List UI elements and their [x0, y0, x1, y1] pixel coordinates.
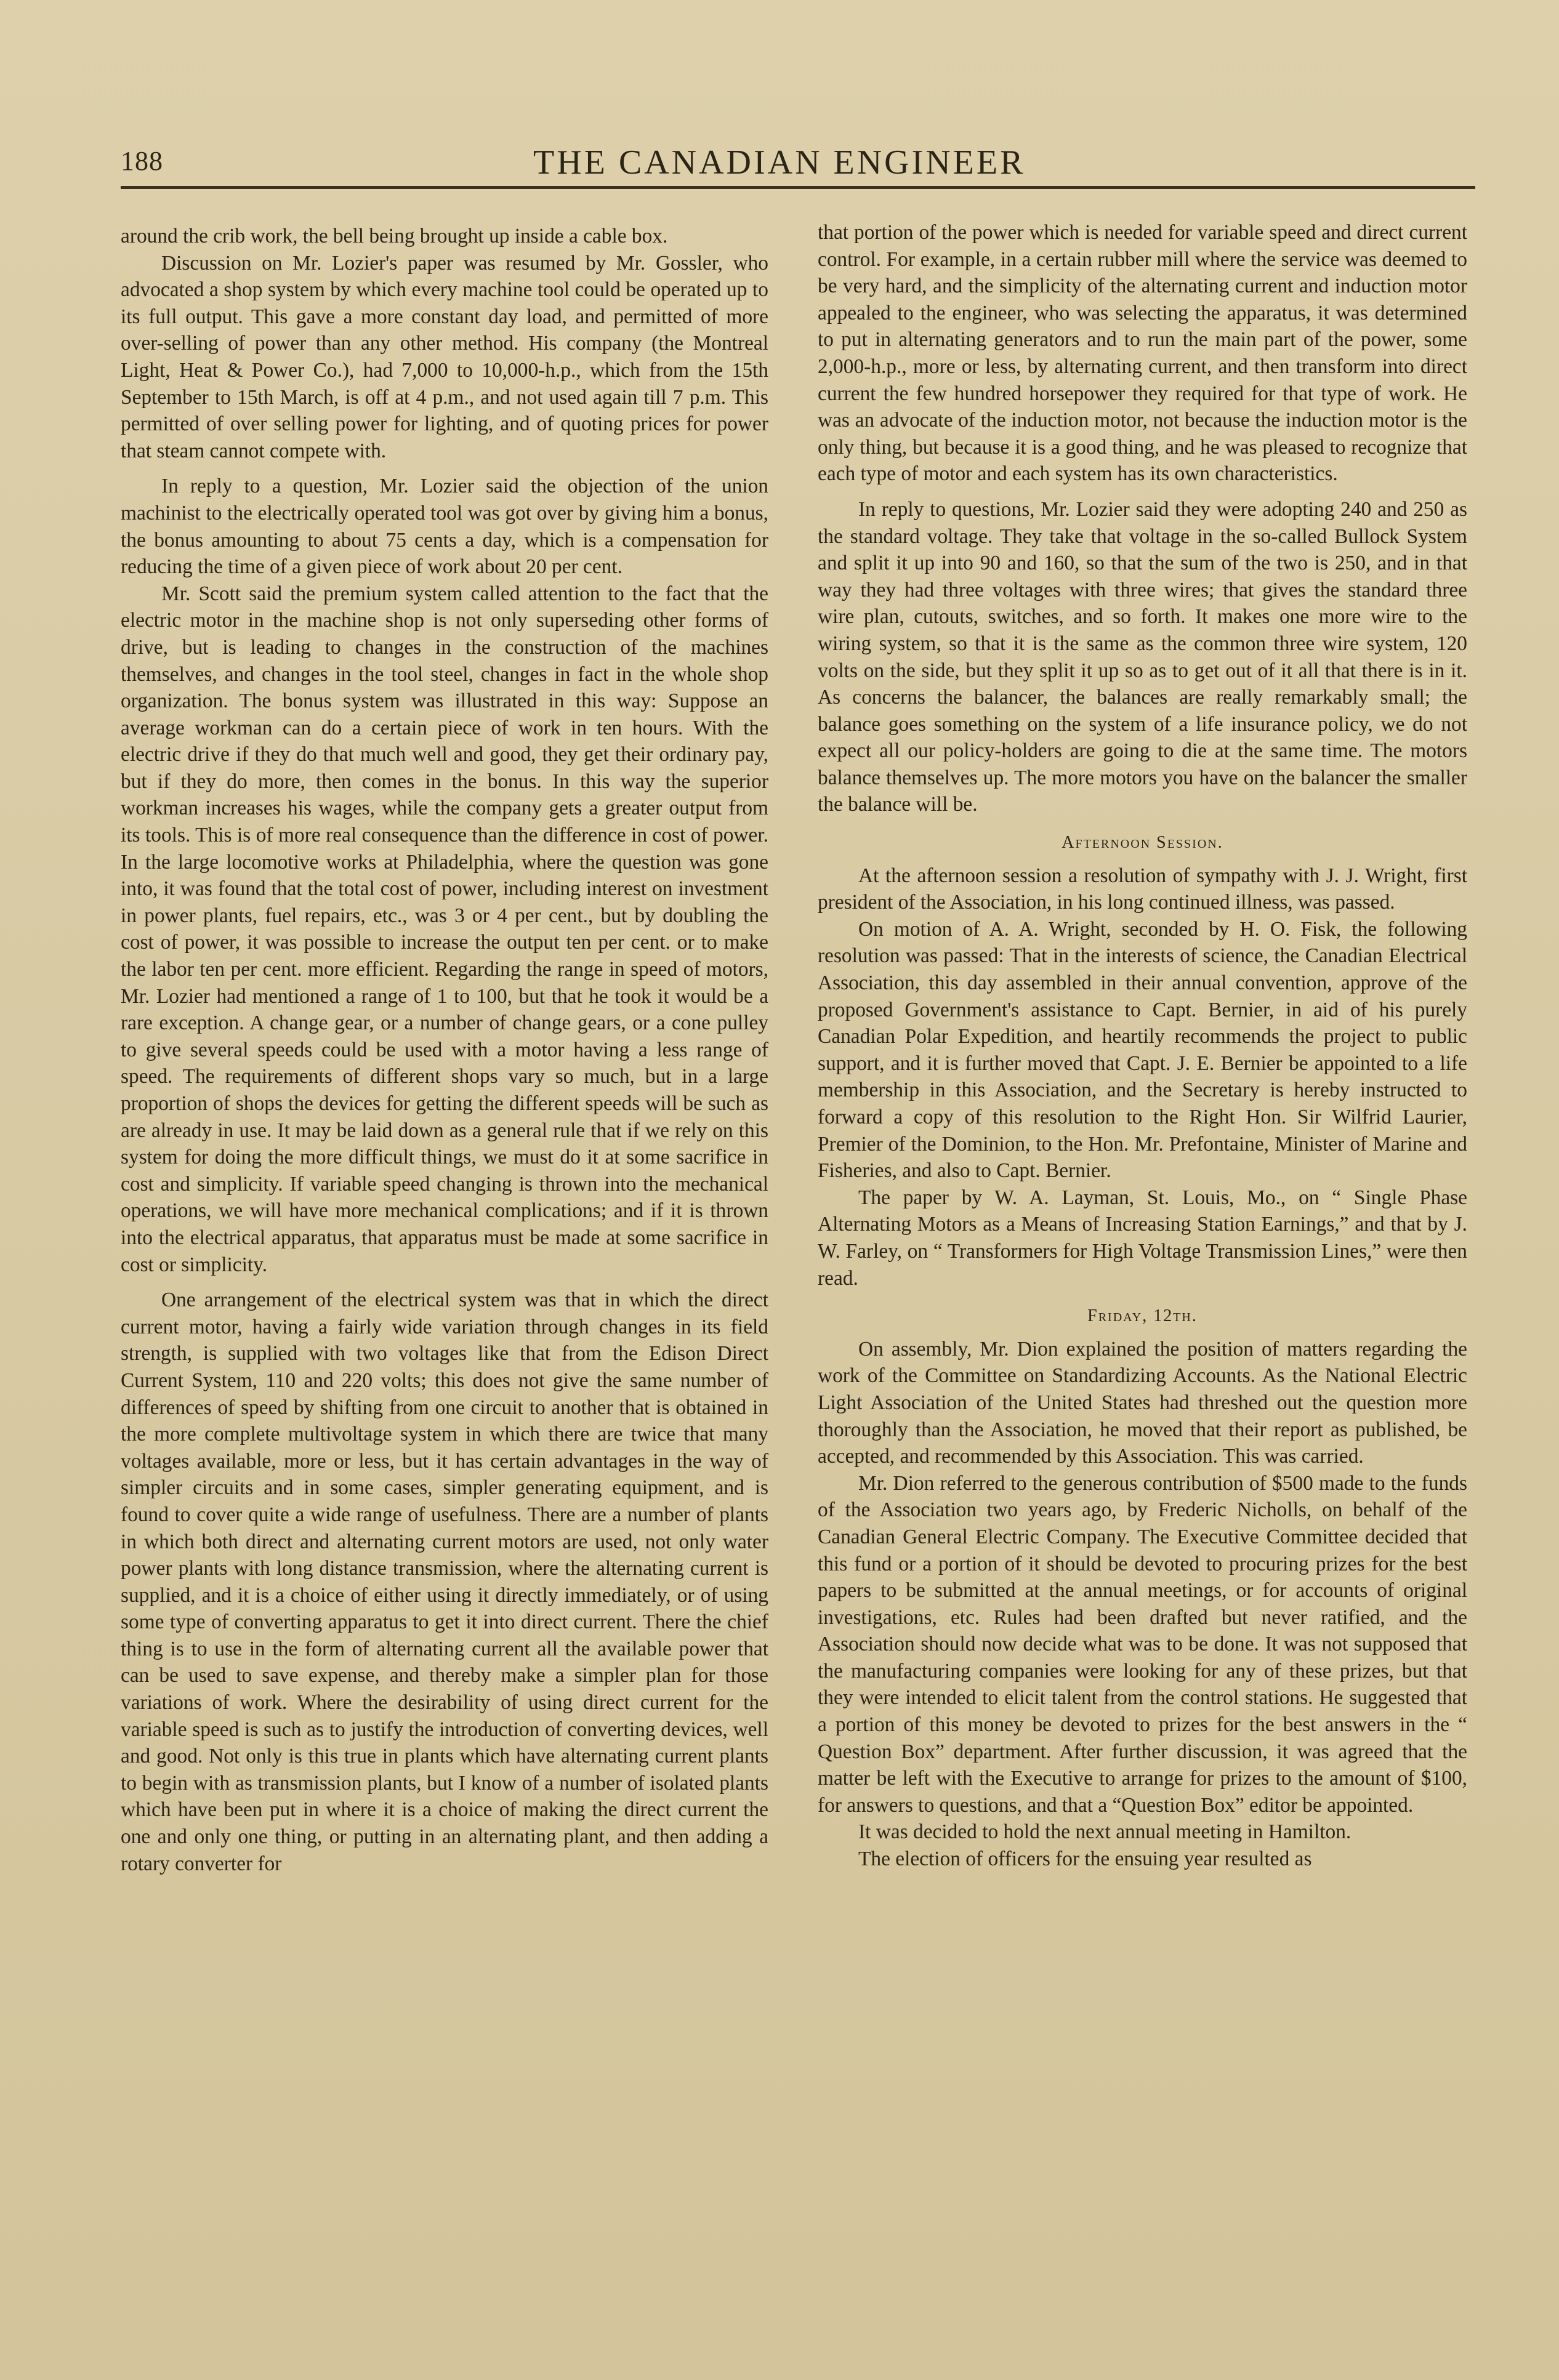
paragraph: The paper by W. A. Layman, St. Louis, Mo., on “ Single Phase Alternating Motors as a Means of Increasing Station Earnings,” and that by J. W. Farley, on “ Transformers for High Voltage Transmission Lines,” were then read. — [818, 1186, 1467, 1290]
paragraph: Mr. Dion referred to the generous contribution of $500 made to the funds of the Association two years ago, by Frederic Nicholls, on behalf of the Canadian General Electric Company. The Executive Committee decided that this fund or a portion of it should be devoted to procuring prizes for the best papers to be submitted at the annual meetings, or for accounts of original investigations, etc. Rules had been drafted but never ratified, and the Association should now decide what was to be done. It was not supposed that the manufacturing companies were looking for any of these prizes, but that they were intended to elicit talent from the control stations. He suggested that a portion of this money be devoted to prizes for the best answers in the “ Question Box” department. After further discussion, it was agreed that the matter be left with the Executive to arrange for prizes to the amount of $100, for answers to questions, and that a “Question Box” editor be appointed. — [818, 1471, 1467, 1817]
paragraph: At the afternoon session a resolution of sympathy with J. J. Wright, first president of the Association, in his long continued illness, was passed. — [818, 864, 1467, 914]
section-heading-afternoon: Afternoon Session. — [1061, 833, 1223, 853]
running-title: THE CANADIAN ENGINEER — [533, 143, 1026, 182]
page-header — [121, 140, 1475, 185]
paragraph: One arrangement of the electrical system was that in which the direct current motor, having a fairly wide variation through changes in its field strength, is supplied with two voltages like that from the Edison Direct Current System, 110 and 220 volts; this does not give the same number of differences of speed by shifting from one circuit to another that is obtained in the more complete multivoltage system in which there are twice that many voltages available, more or less, but it has certain advantages in the way of simpler circuits and in some cases, simpler generating equipment, and is found to cover quite a wide range of usefulness. There are a number of plants in which both direct and alternating current motors are used, not only water power plants with long distance transmission, where the alternating current is supplied, and it is a choice of either using it directly immediately, or of using some type of converting apparatus to get it into direct current. There the chief thing is to use in the form of alternating current all the available power that can be used to save expense, and thereby make a simpler plan for those variations of work. Where the desirability of using direct current for the variable speed is such as to justify the introduction of converting devices, well and good. Not only is this true in plants which have alternating current plants to begin with as transmission plants, but I know of a number of isolated plants which have been put in where it is a choice of making the direct current the one and only one thing, or putting in an alternating plant, and then adding a rotary converter for — [121, 1288, 768, 1875]
paragraph: Mr. Scott said the premium system called attention to the fact that the electric motor in the machine shop is not only superseding other forms of drive, but is leading to changes in the construction of the machines themselves, and changes in the tool steel, changes in fact in the whole shop organization. The bonus system was illustrated in this way: Suppose an average workman can do a certain piece of work in ten hours. With the electric drive if they do that much well and good, they get their ordinary pay, but if they do more, then comes in the bonus. In this way the superior workman increases his wages, while the company gets a greater output from its tools. This is of more real consequence than the difference in cost of power. In the large locomotive works at Philadelphia, where the question was gone into, it was found that the total cost of power, including interest on investment in power plants, fuel repairs, etc., was 3 or 4 per cent., but by doubling the cost of power, it was possible to increase the output ten per cent. or to make the labor ten per cent. more efficient. Regarding the range in speed of motors, Mr. Lozier had mentioned a range of 1 to 100, but that he took it would be a rare exception. A change gear, or a number of change gears, or a cone pulley to give several speeds could be used with a motor having a less range of speed. The requirements of different shops vary so much, but in a large proportion of shops the devices for getting the different speeds will be such as are already in use. It may be laid down as a general rule that if we rely on this system for doing the more difficult things, we must do it at some sacrifice in cost and simplicity. If variable speed changing is thrown into the mechanical operations, we will have more mechanical complications; and if it is thrown into the electrical apparatus, that apparatus must be made at some sacrifice in cost or simplicity. — [121, 582, 768, 1276]
section-heading-friday: Friday, 12th. — [1087, 1306, 1198, 1326]
paragraph: The election of officers for the ensuing year resulted as — [858, 1847, 1312, 1871]
paragraph: around the crib work, the bell being brought up inside a cable box. — [121, 225, 668, 247]
paragraph: Discussion on Mr. Lozier's paper was resumed by Mr. Gossler, who advocated a shop system by which every machine tool could be operated up to its full output. This gave a more constant day load, and permitted of more over-selling of power than any other method. His company (the Montreal Light, Heat & Power Co.), had 7,000 to 10,000-h.p., which from the 15th September to 15th March, is off at 4 p.m., and not used again till 7 p.m. This permitted of over selling power for lighting, and of quoting prices for power that steam cannot compete with. — [121, 251, 768, 462]
page-number: 188 — [121, 146, 163, 176]
left-column — [121, 223, 768, 2341]
header-rule — [121, 186, 1475, 189]
right-column — [818, 219, 1467, 2337]
paragraph: In reply to questions, Mr. Lozier said they were adopting 240 and 250 as the standard voltage. They take that voltage in the so-called Bullock System and split it up into 90 and 160, so that the sum of the two is 250, and in that way they had three voltages with three wires; that gives the standard three wire plan, cutouts, switches, and so forth. It makes one more wire to the wiring system, so that it is the same as the common three wire system, 120 volts on the side, but they split it up so as to get out of it all that there is in it. As concerns the balancer, the balances are really remarkably small; the balance goes something on the system of a life insurance policy, we do not expect all our policy-holders are going to die at the same time. The motors balance themselves up. The more motors you have on the balancer the smaller the balance will be. — [818, 497, 1467, 816]
paragraph: that portion of the power which is needed for variable speed and direct current control. For example, in a certain rubber mill where the service was deemed to be very hard, and the simplicity of the alternating current and induction motor appealed to the engineer, who was selecting the apparatus, it was determined to put in alternating generators and to run the main part of the power, some 2,000-h.p., more or less, by alternating current, and then transform into direct current the few hundred horsepower they required for that type of work. He was an advocate of the induction motor, not because the induction motor is the only thing, but because it is a good thing, and he was pleased to recognize that each type of motor and each system has its own characteristics. — [818, 221, 1467, 486]
paragraph: On assembly, Mr. Dion explained the position of matters regarding the work of the Committee on Standardizing Accounts. As the National Electric Light Association of the United States had threshed out the question more thoroughly than the Association, he moved that their report as published, be accepted, and recommended by this Association. This was carried. — [818, 1337, 1467, 1468]
paragraph: In reply to a question, Mr. Lozier said the objection of the union machinist to the electrically operated tool was got over by giving him a bonus, the bonus amounting to about 75 cents a day, which is a compensation for reducing the time of a given piece of work about 20 per cent. — [121, 475, 768, 579]
paragraph: It was decided to hold the next annual meeting in Hamilton. — [858, 1820, 1352, 1844]
paragraph: On motion of A. A. Wright, seconded by H. O. Fisk, the following resolution was passed: That in the interests of science, the Canadian Electrical Association, this day assembled in their annual convention, approve of the proposed Government's assistance to Capt. Bernier, in aid of his purely Canadian Polar Expedition, and heartily recommends the project to public support, and it is further moved that Capt. J. E. Bernier be appointed to a life membership in this Association, and the Secretary is hereby instructed to forward a copy of this resolution to the Right Hon. Sir Wilfrid Laurier, Premier of the Dominion, to the Hon. Mr. Prefontaine, Minister of Marine and Fisheries, and also to Capt. Bernier. — [818, 917, 1467, 1183]
